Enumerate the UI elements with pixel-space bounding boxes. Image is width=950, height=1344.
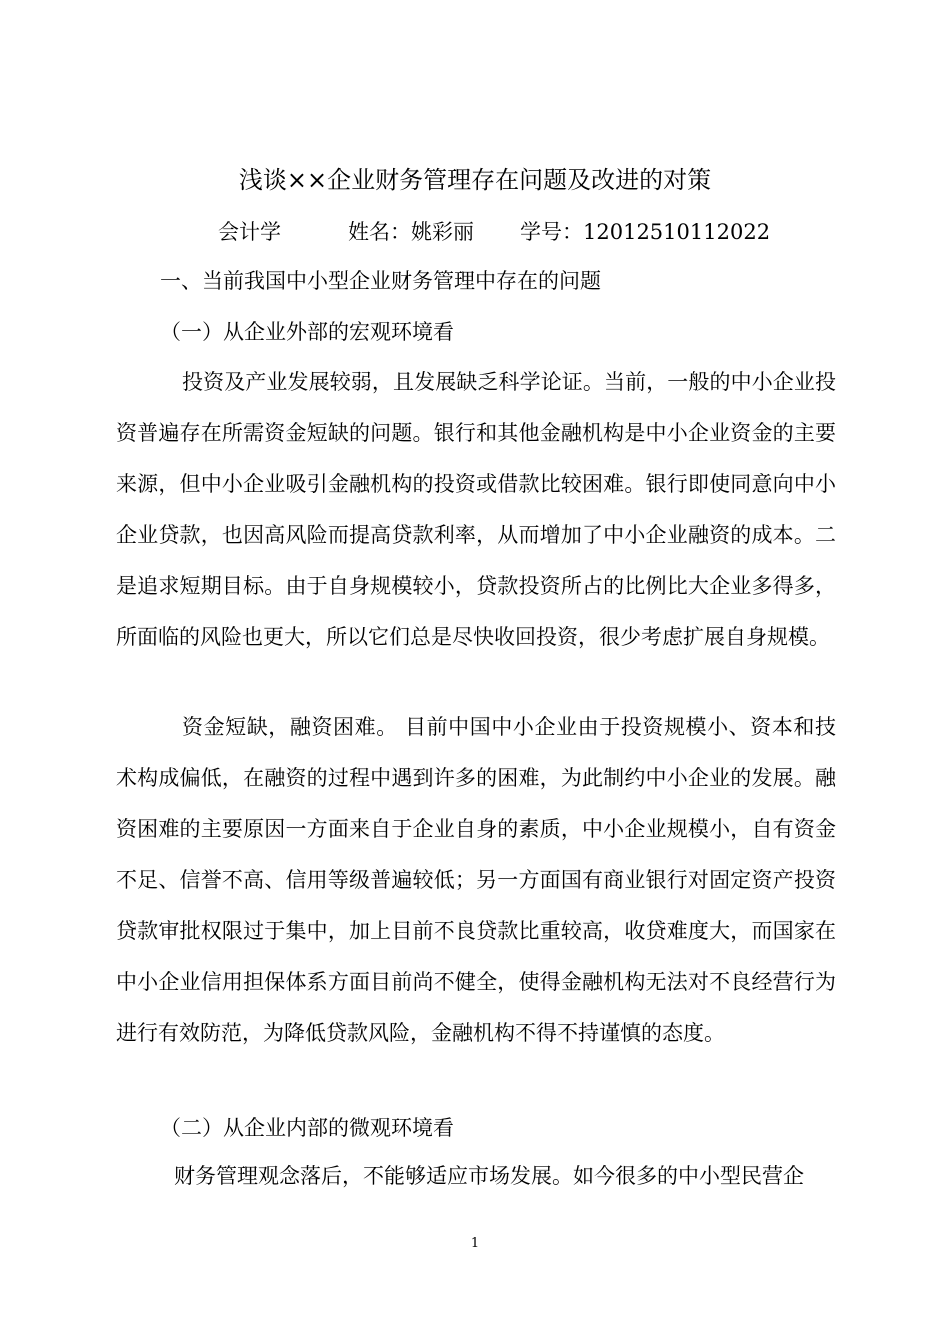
section-heading-1: 一、当前我国中小型企业财务管理中存在的问题	[160, 269, 601, 293]
body-paragraph-3: 财务管理观念落后，不能够适应市场发展。如今很多的中小型民营企	[174, 1164, 804, 1188]
body-paragraph-2: 资金短缺，融资困难。 目前中国中小企业由于投资规模小、资本和技术构成偏低，在融资的过程中遇到许多的困难，为此制约中小企业的发展。融资困难的主要原因一方面来自于企业自身的素质，中小企业规模小，自有资金不足、信誉不高、信用等级普遍较低；另一方面国有商业银行对固定资产投资贷款审批权限过于集中，加上目前不良贷款比重较高，收贷难度大，而国家在中小企业信用担保体系方面目前尚不健全，使得金融机构无法对不良经营行为进行有效防范，为降低贷款风险，金融机构不得不持谨慎的态度。	[116, 715, 836, 1045]
document-title: 浅谈××企业财务管理存在问题及改进的对策	[238, 166, 712, 194]
student-id: 学号：12012510112022	[520, 220, 771, 244]
page-number: 1	[470, 1236, 480, 1251]
major-label: 会计学	[218, 220, 281, 244]
body-paragraph-1: 投资及产业发展较弱，且发展缺乏科学论证。当前，一般的中小企业投资普遍存在所需资金短缺的问题。银行和其他金融机构是中小企业资金的主要来源，但中小企业吸引金融机构的投资或借款比较困难。银行即使同意向中小企业贷款，也因高风险而提高贷款利率，从而增加了中小企业融资的成本。二是追求短期目标。由于自身规模较小，贷款投资所占的比例比大企业多得多，所面临的风险也更大，所以它们总是尽快收回投资，很少考虑扩展自身规模。	[116, 370, 836, 649]
author-info-line	[218, 214, 770, 250]
student-name: 姓名：姚彩丽	[348, 220, 474, 244]
subsection-heading-2: （二）从企业内部的微观环境看	[160, 1116, 454, 1140]
subsection-heading-1: （一）从企业外部的宏观环境看	[160, 320, 454, 344]
